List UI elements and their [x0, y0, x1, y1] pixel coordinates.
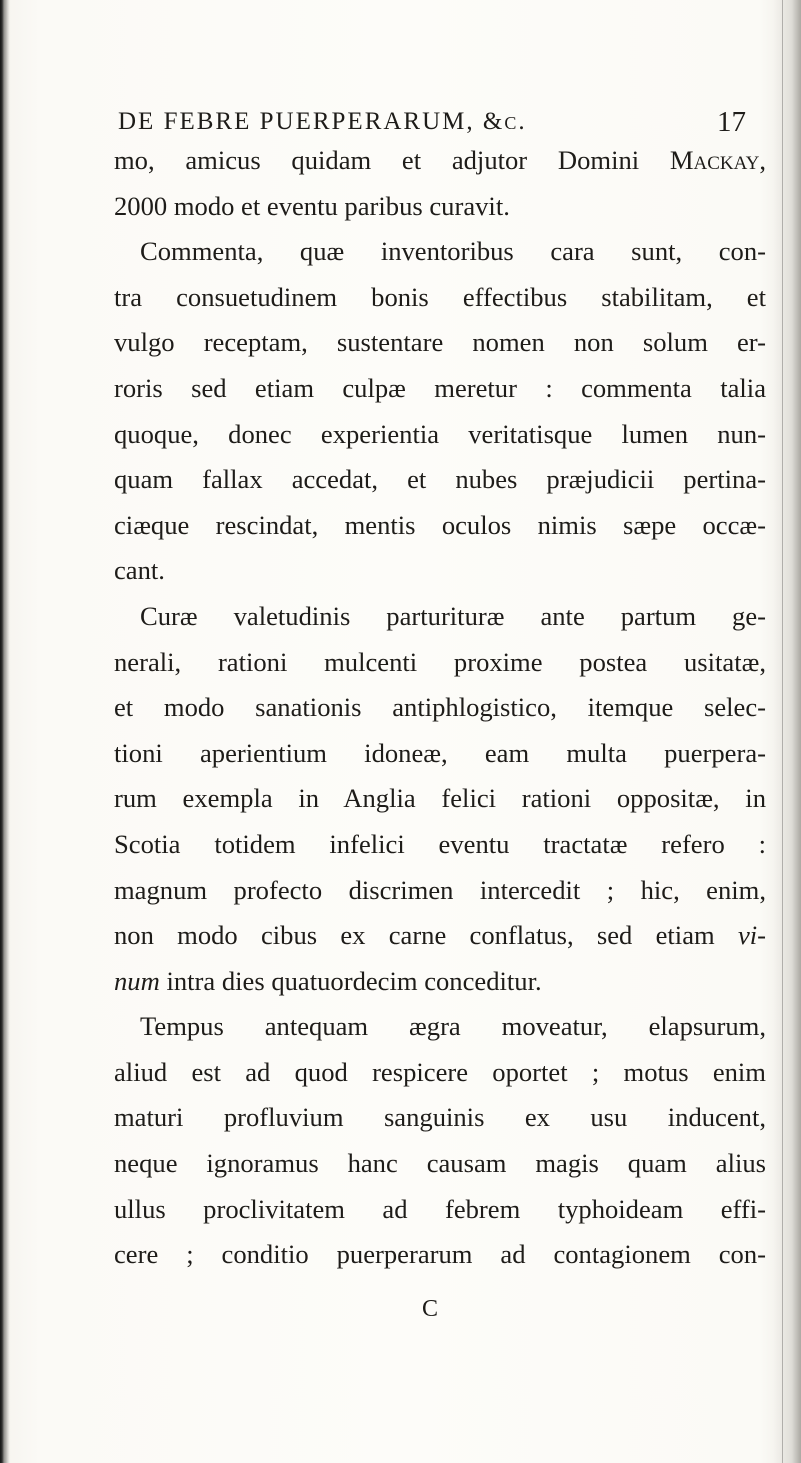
text-line-25: cere ; conditio puerperarum ad contagionem con-	[114, 1239, 766, 1270]
page-edge-line	[782, 0, 783, 1463]
text-line-4: tra consuetudinem bonis effectibus stabilitam, et	[114, 281, 766, 312]
text-line-20: Tempus antequam ægra moveatur, elapsurum,	[140, 1011, 766, 1042]
text-line-22: maturi profluvium sanguinis ex usu inducent,	[114, 1102, 766, 1133]
text-line-5: vulgo receptam, sustentare nomen non solum er-	[114, 327, 766, 358]
body-text	[114, 138, 766, 1278]
text-line-16: Scotia totidem infelici eventu tractatæ refero :	[114, 828, 766, 859]
text-line-18: non modo cibus ex carne conflatus, sed etiam vi-	[114, 920, 766, 951]
text-line-15: rum exempla in Anglia felici rationi oppositæ, in	[114, 783, 766, 814]
text-line-1: mo, amicus quidam et adjutor Domini Mackay,	[114, 145, 766, 175]
page-edge-shadow	[773, 0, 801, 1463]
text-line-13: et modo sanationis antiphlogistico, itemque selec-	[114, 692, 766, 723]
text-line-7: quoque, donec experientia veritatisque lumen nun-	[114, 418, 766, 449]
text-line-17: magnum profecto discrimen intercedit ; hic, enim,	[114, 874, 766, 905]
text-line-12: nerali, rationi mulcenti proxime postea usitatæ,	[114, 646, 766, 677]
signature-mark: C	[422, 1296, 439, 1322]
page-number: 17	[717, 106, 746, 138]
text-line-21: aliud est ad quod respicere oportet ; motus enim	[114, 1056, 766, 1087]
text-line-24: ullus proclivitatem ad febrem typhoideam effi-	[114, 1193, 766, 1224]
text-line-23: neque ignoramus hanc causam magis quam alius	[114, 1148, 766, 1179]
text-line-6: roris sed etiam culpæ meretur : commenta talia	[114, 372, 766, 403]
running-head: DE FEBRE PUERPERARUM, &c.	[118, 108, 527, 135]
text-line-8: quam fallax accedat, et nubes præjudicii pertina-	[114, 464, 766, 495]
text-line-9: ciæque rescindat, mentis oculos nimis sæpe occæ-	[114, 509, 766, 540]
text-line-2: 2000 modo et eventu paribus curavit.	[114, 190, 510, 221]
text-line-14: tioni aperientium idoneæ, eam multa puerpera-	[114, 737, 766, 768]
text-line-19: num intra dies quatuordecim conceditur.	[114, 965, 542, 996]
spine-shadow	[0, 0, 10, 1463]
text-line-10: cant.	[114, 555, 165, 586]
text-line-3: Commenta, quæ inventoribus cara sunt, con-	[140, 236, 766, 267]
text-line-11: Curæ valetudinis parturituræ ante partum ge-	[140, 600, 766, 631]
